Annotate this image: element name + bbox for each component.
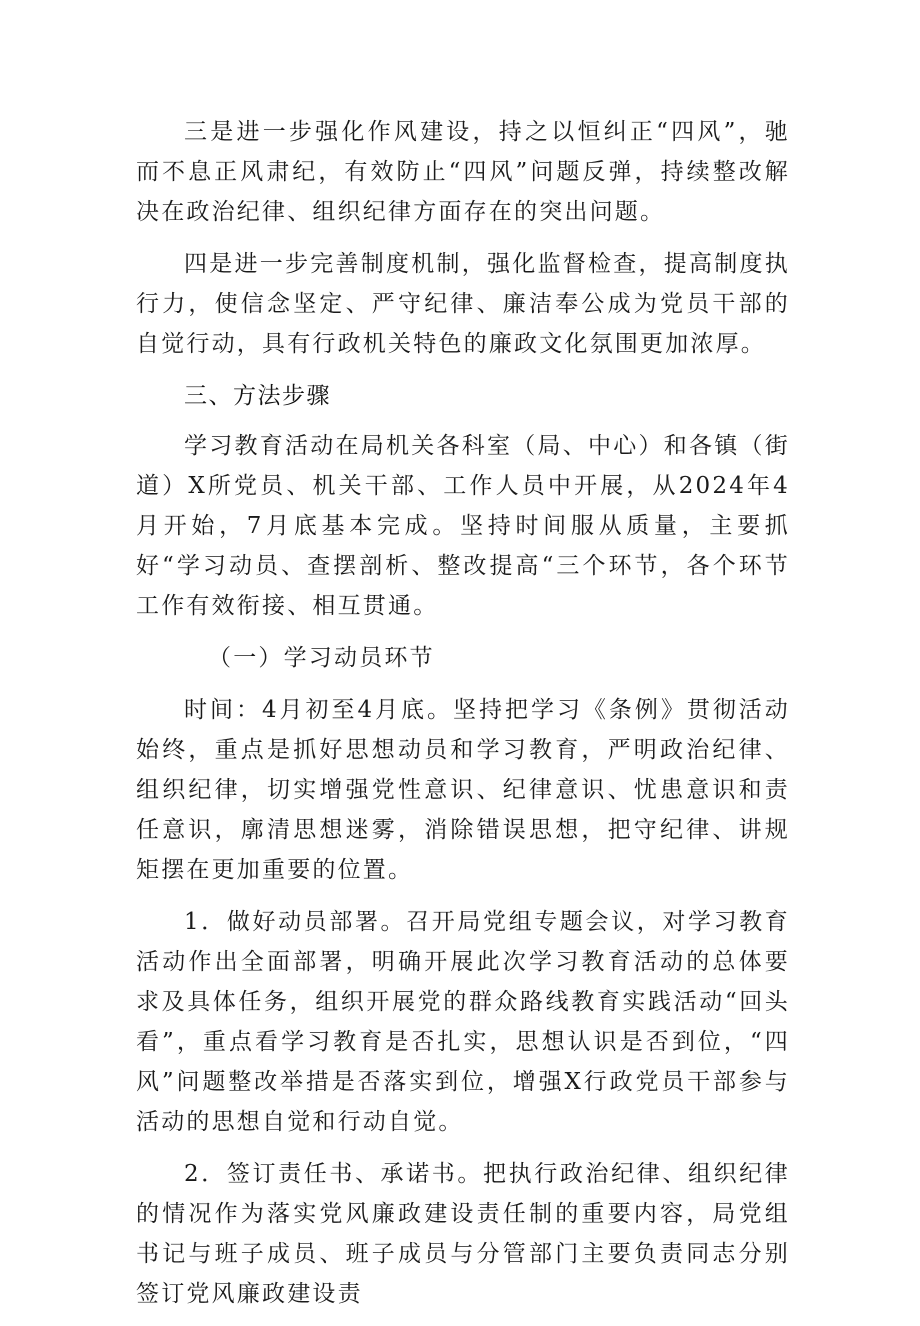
section-heading-methods: 三、方法步骤: [184, 383, 331, 409]
paragraph-item-2-responsibility: 2．签订责任书、承诺书。把执行政治纪律、组织纪律的情况作为落实党风廉政建设责任制的重要内容，局党组书记与班子成员、班子成员与分管部门主要负责同志分别签订党风廉政建设责: [136, 1161, 790, 1307]
paragraph-activity-overview: 学习教育活动在局机关各科室（局、中心）和各镇（街道）X所党员、机关干部、工作人员中开展，从2024年4月开始，7月底基本完成。坚持时间服从质量，主要抓好“学习动员、查摆剖析、整改提高“三个环节，各个环节工作有效衔接、相互贯通。: [136, 433, 790, 619]
paragraph-system-improvement: 四是进一步完善制度机制，强化监督检查，提高制度执行力，使信念坚定、严守纪律、廉洁奉公成为党员干部的自觉行动，具有行政机关特色的廉政文化氛围更加浓厚。: [136, 251, 790, 357]
paragraph-item-1-mobilization: 1．做好动员部署。召开局党组专题会议，对学习教育活动作出全面部署，明确开展此次学习教育活动的总体要求及具体任务，组织开展党的群众路线教育实践活动“回头看”，重点看学习教育是否扎实，思想认识是否到位，“四风”问题整改举措是否落实到位，增强X行政党员干部参与活动的思想自觉和行动自觉。: [136, 909, 790, 1135]
paragraph-time-schedule: 时间：4月初至4月底。坚持把学习《条例》贯彻活动始终，重点是抓好思想动员和学习教育，严明政治纪律、组织纪律，切实增强党性意识、纪律意识、忧患意识和责任意识，廓清思想迷雾，消除错误思想，把守纪律、讲规矩摆在更加重要的位置。: [136, 697, 790, 883]
document-body: [136, 112, 790, 1326]
paragraph-style-improvement: 三是进一步强化作风建设，持之以恒纠正“四风”，驰而不息正风肃纪，有效防止“四风”问题反弹，持续整改解决在政治纪律、组织纪律方面存在的突出问题。: [136, 119, 790, 225]
subheading-study-mobilization: （一）学习动员环节: [208, 645, 435, 671]
